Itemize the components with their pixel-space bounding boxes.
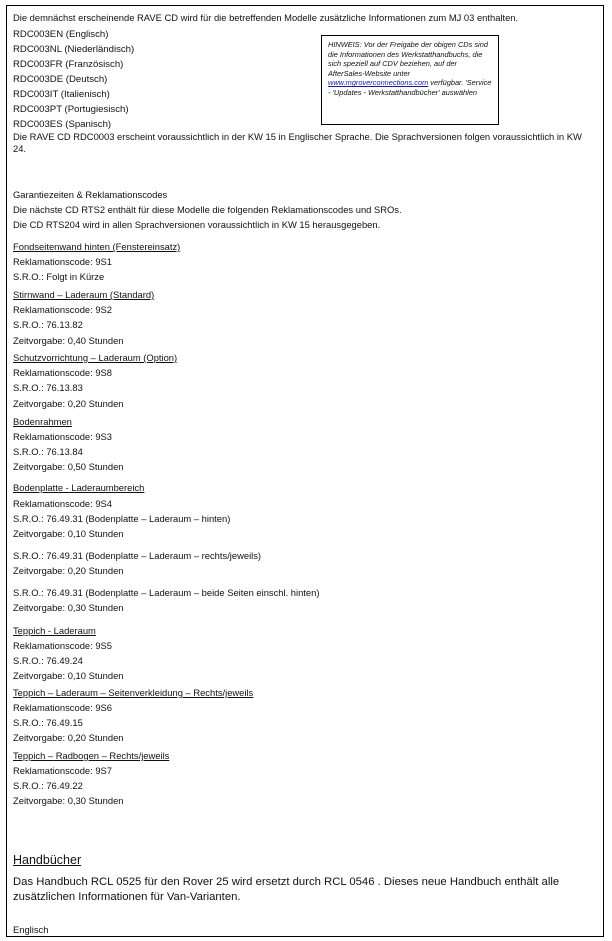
hint-text-end: verfügbar. 'Service - 'Updates - Werkstatthandbücher' auswählen: [328, 78, 492, 97]
language-list: [13, 27, 134, 132]
item-sro: S.R.O.: 76.49.15: [13, 717, 83, 728]
item-sro: S.R.O.: 76.13.82: [13, 319, 83, 330]
item-sro: S.R.O.: 76.13.84: [13, 446, 83, 457]
item-title: Bodenrahmen: [13, 416, 72, 427]
item-code: Reklamationscode: 9S1: [13, 256, 113, 267]
item-sro: S.R.O.: 76.49.31 (Bodenplatte – Laderaum – hinten): [13, 513, 231, 524]
item-sro: S.R.O.: Folgt in Kürze: [13, 271, 105, 282]
warranty-line: Die CD RTS204 wird in allen Sprachversionen voraussichtlich in KW 15 herausgegeben.: [13, 219, 381, 230]
manuals-language: Englisch: [13, 924, 49, 935]
rave-release-note: Die RAVE CD RDC0003 erscheint voraussichtlich in der KW 15 in Englischer Sprache. Die Sprachversionen folgen voraussichtlich in KW 24.: [13, 131, 582, 154]
item-time: Zeitvorgabe: 0,40 Stunden: [13, 335, 124, 346]
website-link[interactable]: www.mgroverconnections.com: [328, 78, 429, 88]
item-time: Zeitvorgabe: 0,20 Stunden: [13, 398, 124, 409]
language-item: RDC003ES (Spanisch): [13, 119, 112, 130]
item-title: Fondseitenwand hinten (Fenstereinsatz): [13, 241, 181, 252]
language-item: RDC003PT (Portugiesisch): [13, 104, 129, 115]
item-code: Reklamationscode: 9S7: [13, 765, 113, 776]
manuals-heading: Handbücher: [13, 853, 82, 867]
language-item: RDC003FR (Französisch): [13, 59, 124, 70]
warranty-heading: Garantiezeiten & Reklamationscodes: [13, 189, 168, 200]
item-title: Schutzvorrichtung – Laderaum (Option): [13, 352, 178, 363]
item-time: Zeitvorgabe: 0,20 Stunden: [13, 565, 124, 576]
item-time: Zeitvorgabe: 0,30 Stunden: [13, 602, 124, 613]
intro-text: Die demnächst erscheinende RAVE CD wird für die betreffenden Modelle zusätzliche Informationen zum MJ 03 enthalten.: [13, 12, 519, 23]
item-code: Reklamationscode: 9S3: [13, 431, 113, 442]
item-code: Reklamationscode: 9S6: [13, 702, 113, 713]
item-sro: S.R.O.: 76.49.22: [13, 780, 83, 791]
item-time: Zeitvorgabe: 0,30 Stunden: [13, 795, 124, 806]
item-title: Bodenplatte - Laderaumbereich: [13, 482, 145, 493]
item-title: Teppich - Laderaum: [13, 625, 96, 636]
item-time: Zeitvorgabe: 0,10 Stunden: [13, 528, 124, 539]
item-code: Reklamationscode: 9S4: [13, 498, 113, 509]
language-item: RDC003EN (Englisch): [13, 29, 109, 40]
language-item: RDC003DE (Deutsch): [13, 74, 108, 85]
item-sro: S.R.O.: 76.13.83: [13, 382, 83, 393]
item-sro: S.R.O.: 76.49.31 (Bodenplatte – Laderaum – beide Seiten einschl. hinten): [13, 587, 320, 598]
item-time: Zeitvorgabe: 0,10 Stunden: [13, 670, 124, 681]
item-title: Stirnwand – Laderaum (Standard): [13, 289, 155, 300]
warranty-line: Die nächste CD RTS2 enthält für diese Modelle die folgenden Reklamationscodes und SROs.: [13, 204, 402, 215]
item-code: Reklamationscode: 9S8: [13, 367, 113, 378]
language-item: RDC003IT (Italienisch): [13, 89, 110, 100]
item-sro: S.R.O.: 76.49.31 (Bodenplatte – Laderaum – rechts/jeweils): [13, 550, 262, 561]
item-time: Zeitvorgabe: 0,20 Stunden: [13, 732, 124, 743]
hint-text: HINWEIS: Vor der Freigabe der obigen CDs sind die Informationen des Werkstatthandbuchs, die sich speziell auf CDV beziehen, auf der AfterSales-Website unter: [328, 40, 488, 78]
item-code: Reklamationscode: 9S5: [13, 640, 113, 651]
item-time: Zeitvorgabe: 0,50 Stunden: [13, 461, 124, 472]
language-item: RDC003NL (Niederländisch): [13, 44, 135, 55]
manuals-text: Das Handbuch RCL 0525 für den Rover 25 wird ersetzt durch RCL 0546 . Dieses neue Handbuch enthält alle zusätzlichen Informationen für Van-Varianten.: [13, 876, 560, 903]
item-sro: S.R.O.: 76.49.24: [13, 655, 83, 666]
hint-box: [321, 35, 499, 125]
item-title: Teppich – Laderaum – Seitenverkleidung – Rechts/jeweils: [13, 687, 254, 698]
item-code: Reklamationscode: 9S2: [13, 304, 113, 315]
item-title: Teppich – Radbogen – Rechts/jeweils: [13, 750, 170, 761]
